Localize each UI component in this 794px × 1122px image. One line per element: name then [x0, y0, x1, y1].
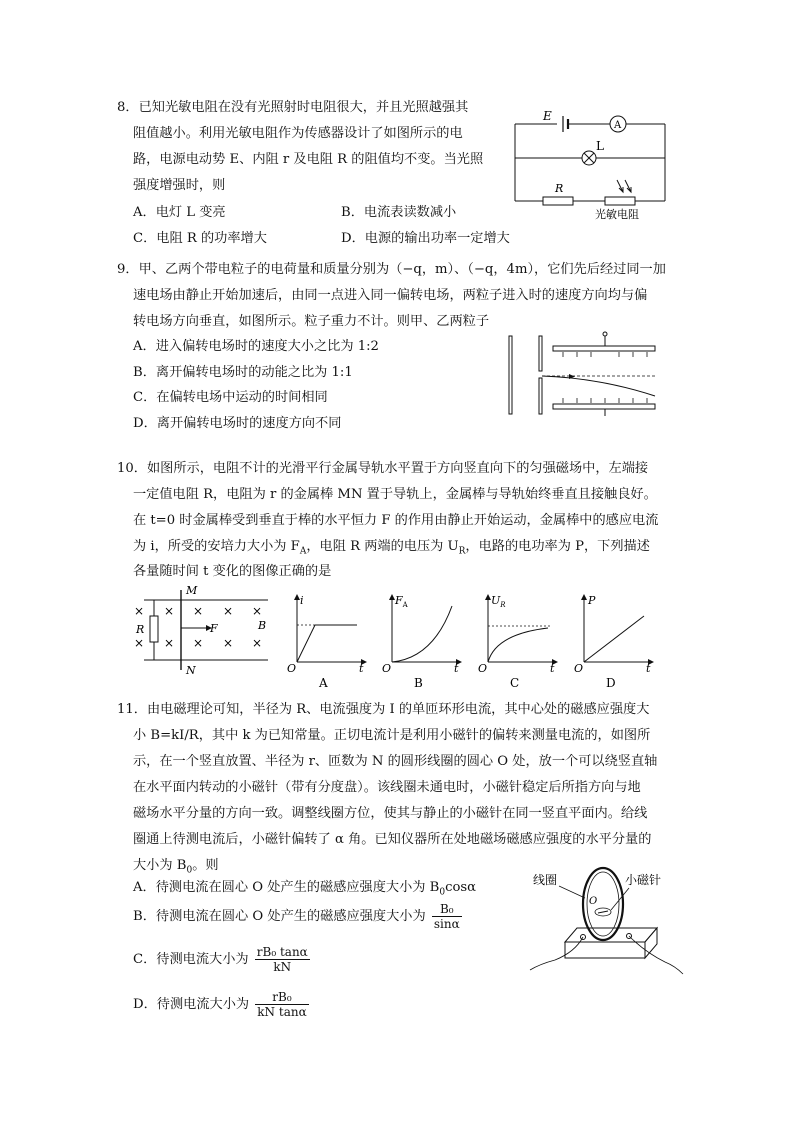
graph-d-caption: D — [606, 676, 616, 690]
q10-line-4-part-2: ，电阻 R 两端的电压为 U — [306, 539, 459, 554]
q9-option-b: B．离开偏转电场时的动能之比为 1:1 — [133, 365, 353, 380]
q10-sub-r: R — [458, 546, 466, 557]
rail-f-label: F — [210, 622, 218, 635]
graph-c-origin: O — [478, 662, 488, 675]
field-cross: × — [134, 636, 145, 650]
q10-graph-d — [570, 592, 655, 692]
graph-c-ylabel-sub: R — [500, 601, 506, 609]
q11-line-5: 磁场水平分量的方向一致。调整线圈方位，使其与静止的小磁针在同一竖直平面内。给线 — [133, 806, 648, 821]
emf-label: E — [543, 109, 552, 123]
field-cross: × — [193, 636, 204, 650]
rail-r-label: R — [136, 623, 145, 636]
q8-line-4: 强度增强时，则 — [133, 178, 226, 193]
q11-galvanometer-diagram — [525, 862, 685, 982]
q9-line-1: 9．甲、乙两个带电粒子的电荷量和质量分别为（−q，m）、（−q，4m），它们先后经过同一加 — [117, 262, 666, 277]
field-cross: × — [134, 604, 145, 618]
q11-option-a-text: A．待测电流在圆心 O 处产生的磁感应强度大小为 B — [133, 880, 440, 895]
q11-option-b-text: B．待测电流在圆心 O 处产生的磁感应强度大小为 — [133, 909, 426, 924]
q11-line-3: 示，在一个竖直放置、半径为 r、匝数为 N 的圆形线圈的圆心 O 处，放一个可以绕竖直轴 — [133, 754, 658, 769]
graph-c-ylabel — [491, 594, 506, 609]
q11-option-b-den: sinα — [433, 917, 460, 931]
q11-option-c-fraction — [255, 945, 310, 974]
q11-line-6: 圈通上待测电流后，小磁针偏转了 α 角。已知仪器所在处地磁场磁感应强度的水平分量的 — [133, 832, 652, 847]
q11-sub-0: 0 — [186, 865, 193, 876]
graph-c-xlabel: t — [550, 662, 555, 675]
graph-b-ylabel-main: F — [395, 594, 403, 607]
q10-graph-b — [378, 592, 463, 692]
q8-option-c: C．电阻 R 的功率增大 — [133, 231, 267, 246]
q11-option-c-num: rB₀ tanα — [256, 945, 308, 959]
q11-option-d-den: kN tanα — [257, 1005, 307, 1019]
q11-option-d-text: D．待测电流大小为 — [133, 997, 250, 1012]
coil-label: 线圈 — [533, 873, 558, 887]
q8-option-d: D．电源的输出功率一定增大 — [341, 231, 510, 246]
field-cross: × — [252, 604, 263, 618]
q10-graph-a — [283, 592, 368, 692]
q9-option-d: D．离开偏转电场时的速度方向不同 — [133, 416, 342, 431]
graph-a-origin: O — [287, 662, 297, 675]
field-cross: × — [164, 636, 175, 650]
graph-a-caption: A — [319, 676, 328, 690]
graph-b-origin: O — [382, 662, 392, 675]
q9-line-2: 速电场由静止开始加速后，由同一点进入同一偏转电场，两粒子进入时的速度方向均与偏 — [133, 288, 648, 303]
graph-a-ylabel: i — [300, 594, 304, 607]
rail-m-label: M — [186, 584, 198, 597]
q9-deflection-diagram — [505, 328, 665, 418]
q10-rail-diagram — [128, 582, 273, 674]
q11-option-d — [133, 990, 309, 1019]
q8-line-3: 路，电源电动势 E、内阻 r 及电阻 R 的阻值均不变。当光照 — [133, 152, 484, 167]
rail-b-label: B — [258, 619, 267, 632]
resistor-label: R — [555, 182, 564, 195]
field-cross: × — [223, 604, 234, 618]
q10-sub-a: A — [299, 546, 307, 557]
q10-line-3: 在 t=0 时金属棒受到垂直于棒的水平恒力 F 的作用由静止开始运动，金属棒中的感应电流 — [133, 513, 659, 528]
q11-option-c — [133, 945, 310, 974]
graph-d-ylabel: P — [588, 594, 596, 607]
q11-option-c-den: kN — [273, 960, 292, 974]
q9-line-3: 转电场方向垂直，如图所示。粒子重力不计。则甲、乙两粒子 — [133, 314, 490, 329]
q11-option-b-num: B₀ — [432, 902, 462, 917]
q11-line-7-part-2: 。则 — [192, 858, 219, 873]
rail-n-label: N — [186, 664, 196, 674]
q8-option-b: B．电流表读数减小 — [341, 205, 457, 220]
graph-b-ylabel — [394, 594, 409, 609]
graph-b-ylabel-sub: A — [402, 601, 408, 609]
field-cross: × — [164, 604, 175, 618]
q10-graph-c — [474, 592, 559, 692]
q10-line-4-part-3: ，电路的电功率为 P，下列描述 — [465, 539, 650, 554]
coil-center-o: O — [589, 896, 598, 907]
graph-b-xlabel: t — [454, 662, 459, 675]
graph-d-xlabel: t — [646, 662, 651, 675]
graph-d-origin: O — [574, 662, 584, 675]
field-cross: × — [252, 636, 263, 650]
q8-line-1: 8．已知光敏电阻在没有光照射时电阻很大，并且光照越强其 — [117, 100, 469, 115]
q8-line-2: 阻值越小。利用光敏电阻作为传感器设计了如图所示的电 — [133, 126, 463, 141]
q11-line-4: 在水平面内转动的小磁针（带有分度盘）。该线圈未通电时，小磁针稳定后所指方向与地 — [133, 780, 641, 795]
q11-line-7 — [133, 857, 219, 880]
q11-option-a-sub: 0 — [439, 887, 446, 898]
graph-a-xlabel: t — [359, 662, 364, 675]
q9-option-c: C．在偏转电场中运动的时间相同 — [133, 390, 328, 405]
graph-c-ylabel-main: U — [491, 594, 501, 607]
graph-c-caption: C — [510, 676, 520, 690]
q10-line-5: 各量随时间 t 变化的图像正确的是 — [133, 564, 332, 579]
q10-line-1: 10．如图所示，电阻不计的光滑平行金属导轨水平置于方向竖直向下的匀强磁场中，左端接 — [117, 461, 649, 476]
q10-line-4-part-1: 为 i，所受的安培力大小为 F — [133, 539, 300, 554]
q9-option-a: A．进入偏转电场时的速度大小之比为 1:2 — [133, 339, 379, 354]
q10-line-4 — [133, 538, 650, 561]
field-cross: × — [223, 636, 234, 650]
lamp-label: L — [596, 139, 604, 153]
q11-option-b — [133, 902, 462, 931]
q11-line-2: 小 B=kI/R，其中 k 为已知常量。正切电流计是利用小磁针的偏转来测量电流的，如图所 — [133, 728, 651, 743]
q11-option-c-text: C．待测电流大小为 — [133, 952, 249, 967]
q11-option-d-fraction — [255, 990, 308, 1019]
q10-line-2: 一定值电阻 R，电阻为 r 的金属棒 MN 置于导轨上，金属棒与导轨始终垂直且接触良好。 — [133, 487, 657, 502]
q11-line-1: 11．由电磁理论可知，半径为 R、电流强度为 I 的单匝环形电流，其中心处的磁感应强度大 — [117, 702, 650, 717]
q11-line-7-part-1: 大小为 B — [133, 858, 187, 873]
q11-option-b-fraction — [432, 902, 462, 931]
needle-label: 小磁针 — [625, 873, 662, 887]
graph-b-caption: B — [414, 676, 423, 690]
ammeter-label: A — [614, 120, 622, 131]
q8-option-a: A．电灯 L 变亮 — [133, 205, 226, 220]
q11-option-d-num: rB₀ — [255, 990, 308, 1005]
q11-option-a-tail: cosα — [445, 880, 477, 895]
q8-circuit-diagram — [505, 108, 675, 223]
photoresistor-caption: 光敏电阻 — [595, 208, 639, 221]
field-cross: × — [193, 604, 204, 618]
q11-option-a — [133, 879, 476, 902]
